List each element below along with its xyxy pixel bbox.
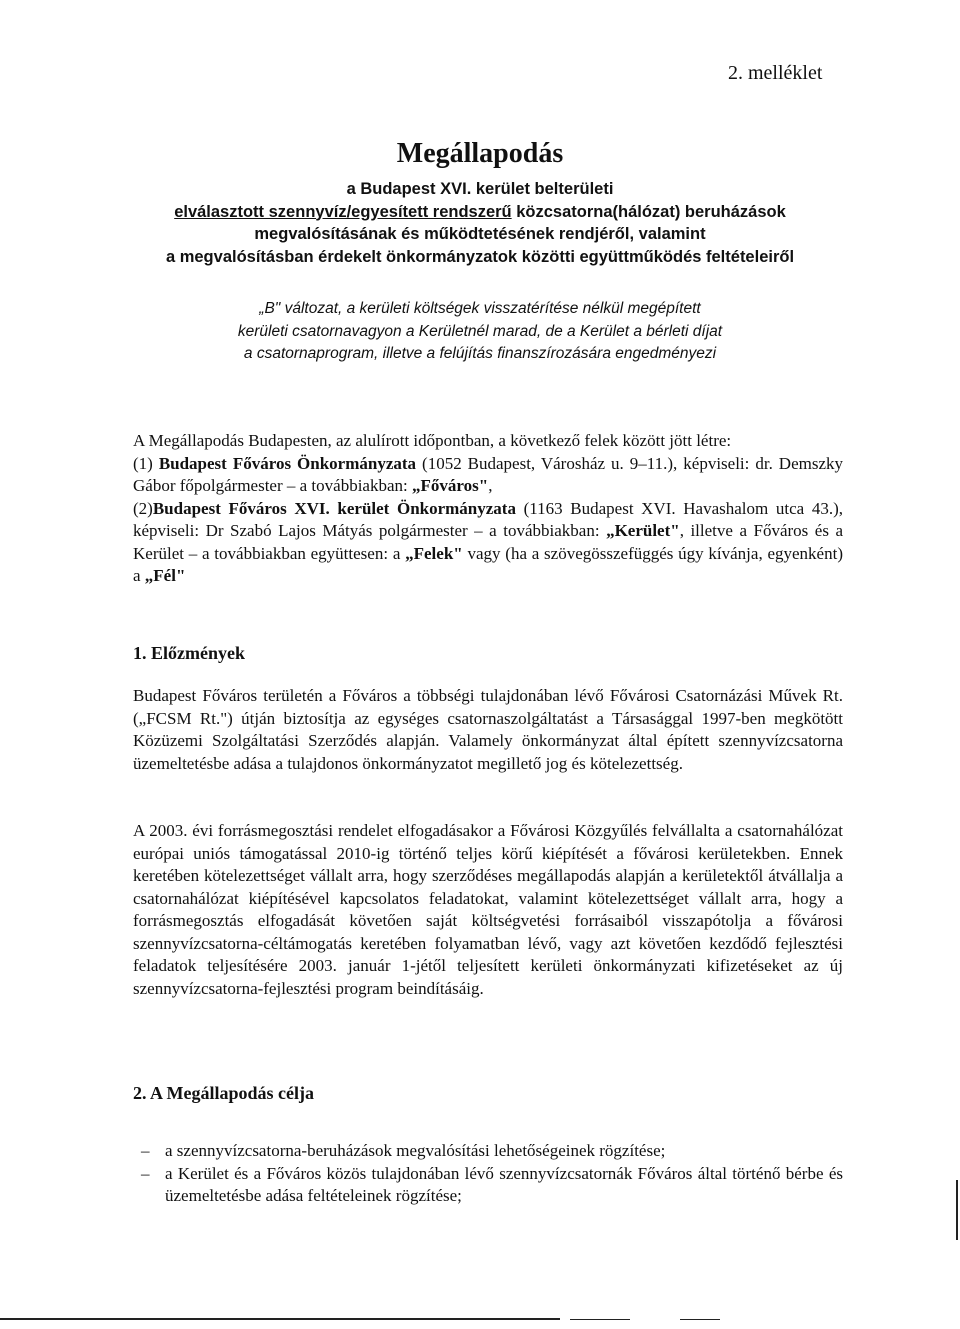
party-2 xyxy=(133,498,843,588)
party-1-number: (1) xyxy=(133,453,159,473)
variant-line-2: kerületi csatornavagyon a Kerületnél marad, de a Kerület a bérleti díjat xyxy=(237,322,723,340)
list-item xyxy=(133,1163,843,1208)
section-1-paragraph-1: Budapest Főváros területén a Főváros a többségi tulajdonában lévő Fővárosi Csatornázási Művek Rt. („FCSM Rt.") útján biztosítja az egységes csatornaszolgáltatást a Társasággal 1997-ben megkötött Közüzemi Szolgáltatási Szerződés alapján. Valamely önkormányzat által épített szennyvízcsatorna üzemeltetésbe adása a tulajdonos önkormányzatot megillető jog és kötelezettség. xyxy=(133,686,843,773)
party-1-details: (1052 Budapest, Városház u. 9–11.), képviseli: dr. Demszky Gábor főpolgármester – a továbbiakban: xyxy=(133,453,844,495)
section-1-heading: 1. Előzmények xyxy=(133,643,245,663)
party-1-name: Budapest Főváros Önkormányzata xyxy=(158,453,417,473)
section-1-paragraph-2: A 2003. évi forrásmegosztási rendelet elfogadásakor a Fővárosi Közgyűlés felvállalta a csatornahálózat európai uniós támogatással 2010-ig történő teljes körű kiépítését a fővárosi kerületekben. Ennek keretében kötelezettséget vállalt arra, hogy szerződéses megállapodás alapján a kerületektől átvállalja a csatornahálózat kiépítésével kapcsolatos feladatokat, valamint kötelezettséget vállalt arra, hogy a forrásmegosztás elfogadását követően saját költségvetési forrásaiból visszapótolja a fővárosi szennyvízcsatorna-céltámogatás keretében folyamatban lévő, vagy azt követően kezdődő fejlesztési feladatok teljesítésére 2003. január 1-jétől teljesített kerületi önkormányzati kifizetéseket az új szennyvízcsatorna-fejlesztési program beindításáig. xyxy=(133,821,843,998)
variant-line-1: „B" változat, a kerületi költségek visszatérítése nélkül megépített xyxy=(259,300,701,317)
subtitle-line-3: megvalósításának és működtetésének rendjéről, valamint xyxy=(254,225,706,243)
party-1 xyxy=(133,453,843,498)
parties-section xyxy=(133,430,843,588)
scan-edge-line xyxy=(0,1318,560,1320)
intro-line: A Megállapodás Budapesten, az alulírott időpontban, a következő felek között jött létre: xyxy=(133,431,732,450)
party-2-details: (1163 Budapest XVI. Havashalom utca 43.), képviseli: Dr Szabó Lajos Mátyás polgármester – a továbbiakban: xyxy=(133,498,843,540)
scan-edge-line xyxy=(570,1319,630,1320)
variant-description xyxy=(130,298,830,366)
fel-term: „Fél" xyxy=(144,566,186,585)
list-item-text: a szennyvízcsatorna-beruházások megvalósítási lehetőségeinek rögzítése; xyxy=(165,1141,666,1160)
document-subtitle xyxy=(130,178,830,268)
scan-edge-line xyxy=(680,1319,720,1320)
list-item xyxy=(133,1140,843,1163)
party-2-name: Budapest Főváros XVI. kerület Önkormányzata xyxy=(152,498,516,518)
dash-bullet: – xyxy=(141,1141,150,1160)
section-2-list xyxy=(133,1140,843,1208)
felek-rest: vagy (ha a szövegösszefüggés úgy kívánja, egyenként) a xyxy=(133,543,843,585)
party-2-number: (2) xyxy=(133,498,153,518)
subtitle-line-1: a Budapest XVI. kerület belterületi xyxy=(346,180,614,198)
dash-bullet: – xyxy=(141,1163,150,1183)
subtitle-line-2-rest: közcsatorna(hálózat) beruházások xyxy=(511,202,786,221)
section-2-heading: 2. A Megállapodás célja xyxy=(133,1083,314,1103)
scan-edge-line xyxy=(956,1180,958,1240)
felek-term: „Felek" xyxy=(405,543,463,563)
annex-label: 2. melléklet xyxy=(728,62,823,84)
party-1-short-name: „Főváros" xyxy=(412,476,489,495)
party-2-short-name: „Kerület" xyxy=(606,521,680,540)
document-title: Megállapodás xyxy=(396,138,564,169)
party-2-end: , illetve a Főváros és a Kerület – a továbbiakban együttesen: a xyxy=(133,521,843,563)
party-1-end: , xyxy=(488,476,493,495)
variant-line-3: a csatornaprogram, illetve a felújítás finanszírozására engedményezi xyxy=(243,345,717,362)
list-item-text: a Kerület és a Főváros közös tulajdonában lévő szennyvízcsatornák Főváros által történő bérbe és üzemeltetésbe adása feltételeinek rögzítése; xyxy=(165,1163,843,1205)
subtitle-line-4: a megvalósításban érdekelt önkormányzatok közötti együttműködés feltételeiről xyxy=(165,247,795,266)
subtitle-line-2 xyxy=(130,201,830,224)
subtitle-underlined-text: elválasztott szennyvíz/egyesített rendszerű xyxy=(174,202,512,221)
